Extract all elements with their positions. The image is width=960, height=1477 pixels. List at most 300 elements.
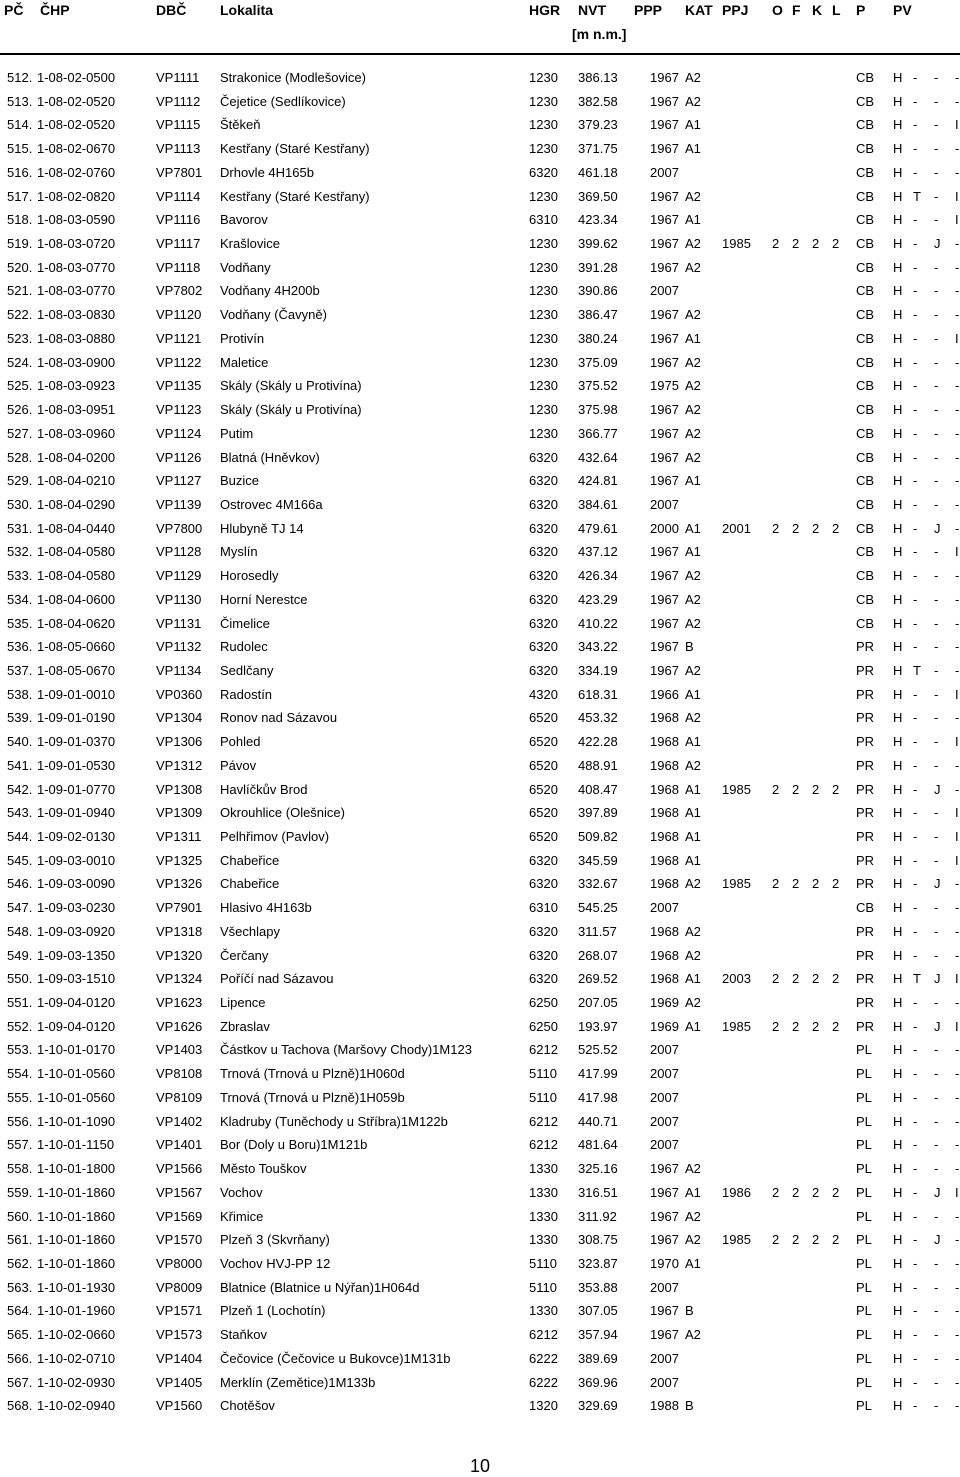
cell-hgr: 1230 [529,283,558,299]
cell-h: H [893,1042,903,1058]
cell-t: - [913,1066,918,1082]
cell-ppp: 1968 [650,947,679,963]
header-ppp: PPP [634,2,663,18]
cell-dbc: VP1402 [156,1113,203,1129]
cell-h: H [893,93,903,109]
table-row [0,967,960,991]
cell-chp: 1-10-01-1860 [37,1232,116,1248]
cell-nvt: 461.18 [578,164,618,180]
cell-nvt: 618.31 [578,686,618,702]
cell-nvt: 369.96 [578,1374,618,1390]
cell-p: CB [856,544,875,560]
cell-h: H [893,259,903,275]
cell-lok: Chabeřice [220,876,280,892]
cell-ppp: 2007 [650,1066,679,1082]
cell-num: 518. [7,212,33,228]
cell-p: PR [856,639,875,655]
table-row [0,113,960,137]
table-row [0,683,960,707]
cell-o: 2 [772,1184,780,1200]
cell-nvt: 345.59 [578,852,618,868]
cell-chp: 1-09-03-0090 [37,876,116,892]
cell-nvt: 437.12 [578,544,618,560]
cell-j: - [934,1089,939,1105]
cell-ppj: 1985 [722,781,751,797]
cell-dbc: VP1121 [156,330,202,346]
cell-num: 559. [7,1184,33,1200]
cell-kat: A2 [685,70,701,85]
table-header [0,0,960,52]
cell-ppp: 2007 [650,1350,679,1366]
cell-h: H [893,971,903,987]
cell-i: - [955,236,960,252]
cell-k: 2 [812,971,820,987]
cell-j: J [934,876,941,892]
cell-h: H [893,1161,903,1177]
cell-chp: 1-08-03-0951 [37,402,116,418]
cell-hgr: 1230 [529,330,558,346]
cell-dbc: VP1403 [156,1042,203,1058]
cell-kat: A1 [685,117,701,133]
cell-h: H [893,1303,903,1319]
cell-t: - [913,1113,918,1129]
cell-chp: 1-08-03-0923 [37,378,116,394]
cell-j: - [934,1303,939,1319]
cell-num: 514. [7,117,33,133]
cell-i: - [955,1137,960,1153]
cell-ppp: 1967 [650,402,679,418]
cell-chp: 1-10-01-1090 [37,1113,116,1129]
cell-h: H [893,876,903,892]
cell-kat: A2 [685,1327,701,1343]
cell-num: 519. [7,236,33,252]
cell-chp: 1-09-02-0130 [37,829,116,844]
cell-lok: Poříčí nad Sázavou [220,971,334,987]
cell-l: 2 [832,1232,840,1248]
cell-num: 555. [7,1089,33,1105]
cell-dbc: VP1130 [156,591,202,607]
cell-h: H [893,117,903,133]
cell-dbc: VP1308 [156,781,203,797]
cell-t: T [913,662,921,678]
cell-lok: Skály (Skály u Protivína) [220,402,362,418]
cell-k: 2 [812,1184,820,1200]
cell-chp: 1-08-04-0210 [37,473,116,489]
table-row [0,1276,960,1300]
cell-h: H [893,947,903,963]
cell-chp: 1-10-02-0660 [37,1327,116,1343]
cell-ppp: 1967 [650,1208,679,1224]
cell-j: - [934,307,939,323]
cell-nvt: 343.22 [578,639,618,655]
cell-t: - [913,781,918,797]
cell-num: 553. [7,1042,33,1058]
cell-j: - [934,496,939,512]
cell-j: - [934,1066,939,1082]
header-k: K [812,2,823,18]
cell-lok: Pohled [220,734,261,750]
cell-k: 2 [812,781,820,797]
cell-ppp: 1975 [650,378,679,394]
cell-ppp: 1968 [650,829,679,844]
cell-chp: 1-09-01-0770 [37,781,116,797]
cell-lok: Čečovice (Čečovice u Bukovce)1M131b [220,1350,451,1366]
cell-p: CB [856,568,875,584]
cell-ppp: 1967 [650,141,679,157]
cell-chp: 1-08-02-0520 [37,93,116,109]
cell-j: - [934,1113,939,1129]
cell-j: - [934,188,939,204]
cell-lok: Staňkov [220,1327,267,1343]
cell-nvt: 329.69 [578,1398,618,1414]
cell-lok: Maletice [220,354,269,370]
cell-hgr: 1230 [529,307,558,323]
table-row [0,232,960,256]
cell-k: 2 [812,1232,820,1248]
cell-t: - [913,734,918,750]
cell-nvt: 332.67 [578,876,618,892]
data-table [0,66,960,1418]
cell-nvt: 311.57 [578,923,617,939]
cell-h: H [893,1018,903,1034]
cell-h: H [893,1137,903,1153]
cell-kat: A2 [685,1208,701,1224]
cell-chp: 1-10-01-1860 [37,1184,116,1200]
cell-j: J [934,1232,941,1248]
cell-p: CB [856,378,875,394]
cell-h: H [893,1066,903,1082]
cell-num: 550. [7,971,33,987]
cell-p: CB [856,164,875,180]
cell-ppp: 1967 [650,1161,679,1177]
table-row [0,991,960,1015]
cell-nvt: 307.05 [578,1303,618,1319]
cell-t: - [913,496,918,512]
cell-t: - [913,117,918,133]
cell-i: - [955,1303,960,1319]
table-row [0,612,960,636]
cell-hgr: 6520 [529,734,558,750]
cell-dbc: VP7800 [156,520,203,536]
cell-chp: 1-08-04-0580 [37,544,116,560]
cell-hgr: 1330 [529,1161,558,1177]
cell-nvt: 481.64 [578,1137,618,1153]
cell-h: H [893,1255,903,1271]
cell-p: PL [856,1089,872,1105]
cell-lok: Vodňany (Čavyně) [220,307,327,323]
cell-i: I [955,852,959,868]
cell-h: H [893,1232,903,1248]
cell-h: H [893,473,903,489]
cell-kat: A2 [685,307,701,323]
cell-j: - [934,378,939,394]
cell-num: 528. [7,449,33,465]
cell-chp: 1-10-02-0930 [37,1374,116,1390]
cell-h: H [893,805,903,821]
cell-lok: Sedlčany [220,662,274,678]
cell-t: - [913,568,918,584]
cell-nvt: 422.28 [578,734,618,750]
cell-h: H [893,544,903,560]
table-row [0,279,960,303]
cell-chp: 1-09-03-0920 [37,923,116,939]
cell-chp: 1-10-01-0560 [37,1066,116,1082]
cell-i: - [955,781,960,797]
cell-lok: Čerčany [220,947,269,963]
cell-nvt: 308.75 [578,1232,618,1248]
cell-lok: Kestřany (Staré Kestřany) [220,188,370,204]
cell-p: CB [856,473,875,489]
cell-j: - [934,473,939,489]
cell-kat: A1 [685,520,701,536]
cell-t: - [913,852,918,868]
cell-chp: 1-09-04-0120 [37,995,116,1011]
cell-nvt: 417.98 [578,1089,618,1105]
cell-hgr: 6520 [529,829,558,844]
cell-nvt: 325.16 [578,1161,618,1177]
cell-t: - [913,1161,918,1177]
cell-dbc: VP1309 [156,805,203,821]
cell-hgr: 1230 [529,354,558,370]
cell-dbc: VP1320 [156,947,203,963]
cell-h: H [893,212,903,228]
cell-dbc: VP1128 [156,544,202,560]
cell-nvt: 423.29 [578,591,618,607]
cell-p: PR [856,876,875,892]
cell-i: - [955,402,960,418]
cell-kat: A2 [685,1232,701,1248]
cell-nvt: 375.52 [578,378,618,394]
cell-lok: Blatná (Hněvkov) [220,449,320,465]
cell-dbc: VP1120 [156,307,202,323]
cell-i: I [955,829,959,844]
cell-ppp: 1967 [650,639,679,655]
cell-h: H [893,425,903,441]
cell-hgr: 6320 [529,591,558,607]
cell-hgr: 6320 [529,520,558,536]
cell-j: - [934,662,939,678]
cell-ppp: 1968 [650,923,679,939]
cell-f: 2 [792,971,800,987]
cell-chp: 1-08-03-0960 [37,425,116,441]
cell-ppp: 1967 [650,568,679,584]
cell-chp: 1-08-04-0620 [37,615,116,631]
cell-hgr: 1230 [529,236,558,252]
cell-p: PL [856,1279,872,1295]
cell-chp: 1-10-01-1960 [37,1303,116,1319]
cell-kat: B [685,639,694,655]
cell-nvt: 386.13 [578,70,618,85]
cell-t: - [913,1042,918,1058]
cell-hgr: 6212 [529,1042,558,1058]
cell-o: 2 [772,781,780,797]
cell-dbc: VP1311 [156,829,202,844]
cell-kat: A2 [685,188,701,204]
cell-hgr: 6320 [529,544,558,560]
cell-dbc: VP1626 [156,1018,203,1034]
cell-l: 2 [832,520,840,536]
cell-ppp: 2007 [650,1089,679,1105]
table-row [0,540,960,564]
cell-p: CB [856,900,875,916]
cell-lok: Ostrovec 4M166a [220,496,323,512]
cell-j: - [934,1327,939,1343]
cell-j: - [934,449,939,465]
cell-chp: 1-08-02-0760 [37,164,116,180]
cell-i: - [955,1161,960,1177]
cell-j: - [934,686,939,702]
cell-p: PR [856,923,875,939]
cell-hgr: 6212 [529,1113,558,1129]
table-row [0,374,960,398]
header-f: F [792,2,801,18]
table-row [0,1157,960,1181]
cell-t: - [913,1255,918,1271]
cell-ppp: 1988 [650,1398,679,1414]
cell-j: - [934,591,939,607]
cell-p: PL [856,1350,872,1366]
cell-p: PL [856,1374,872,1390]
cell-lok: Plzeň 1 (Lochotín) [220,1303,326,1319]
cell-dbc: VP1560 [156,1398,203,1414]
cell-ppp: 1967 [650,307,679,323]
cell-nvt: 353.88 [578,1279,618,1295]
table-row [0,896,960,920]
cell-dbc: VP0360 [156,686,203,702]
cell-ppj: 2003 [722,971,751,987]
cell-chp: 1-10-01-1860 [37,1208,116,1224]
cell-ppp: 1967 [650,93,679,109]
cell-p: PL [856,1255,872,1271]
cell-p: PR [856,686,875,702]
cell-h: H [893,1374,903,1390]
cell-chp: 1-08-04-0290 [37,496,116,512]
cell-num: 536. [7,639,33,655]
cell-kat: A1 [685,971,701,987]
cell-chp: 1-09-03-0010 [37,852,116,868]
cell-chp: 1-08-04-0440 [37,520,116,536]
cell-p: CB [856,496,875,512]
cell-p: CB [856,212,875,228]
cell-hgr: 1330 [529,1208,558,1224]
cell-lok: Myslín [220,544,258,560]
cell-chp: 1-08-05-0660 [37,639,116,655]
cell-dbc: VP7901 [156,900,203,916]
cell-j: - [934,568,939,584]
cell-kat: A1 [685,734,701,750]
cell-kat: B [685,1303,694,1319]
cell-nvt: 384.61 [578,496,618,512]
cell-dbc: VP1325 [156,852,203,868]
cell-num: 535. [7,615,33,631]
cell-dbc: VP1573 [156,1327,203,1343]
cell-kat: A1 [685,805,701,821]
cell-j: - [934,1374,939,1390]
cell-ppp: 1969 [650,1018,679,1034]
cell-hgr: 6320 [529,496,558,512]
cell-j: - [934,923,939,939]
cell-ppp: 1968 [650,971,679,987]
cell-lok: Okrouhlice (Olešnice) [220,805,345,821]
cell-i: - [955,1232,960,1248]
cell-ppp: 1967 [650,473,679,489]
cell-i: I [955,1018,959,1034]
cell-num: 549. [7,947,33,963]
cell-ppj: 1985 [722,876,751,892]
cell-lok: Vochov [220,1184,263,1200]
table-row [0,1323,960,1347]
table-row [0,825,960,849]
cell-kat: A1 [685,1018,701,1034]
table-row [0,635,960,659]
cell-dbc: VP1569 [156,1208,203,1224]
cell-kat: A2 [685,259,701,275]
cell-nvt: 269.52 [578,971,618,987]
table-row [0,754,960,778]
cell-dbc: VP7802 [156,283,203,299]
cell-ppp: 2000 [650,520,679,536]
cell-chp: 1-08-02-0670 [37,141,116,157]
cell-nvt: 316.51 [578,1184,618,1200]
cell-h: H [893,1327,903,1343]
cell-hgr: 6520 [529,710,558,726]
cell-kat: A2 [685,402,701,418]
cell-j: - [934,425,939,441]
cell-p: PL [856,1042,872,1058]
cell-kat: A2 [685,947,701,963]
cell-nvt: 193.97 [578,1018,618,1034]
cell-ppp: 1967 [650,1232,679,1248]
cell-p: CB [856,402,875,418]
cell-num: 525. [7,378,33,394]
cell-nvt: 366.77 [578,425,618,441]
cell-num: 537. [7,662,33,678]
cell-i: - [955,164,960,180]
cell-nvt: 371.75 [578,141,618,157]
cell-l: 2 [832,236,840,252]
cell-chp: 1-08-03-0830 [37,307,116,323]
cell-hgr: 1230 [529,70,558,85]
cell-kat: A2 [685,93,701,109]
cell-lok: Město Touškov [220,1161,307,1177]
cell-i: - [955,900,960,916]
cell-nvt: 509.82 [578,829,618,844]
cell-j: - [934,710,939,726]
table-row [0,1299,960,1323]
cell-j: - [934,70,939,85]
cell-num: 532. [7,544,33,560]
cell-p: PR [856,1018,875,1034]
cell-p: PR [856,971,875,987]
cell-dbc: VP1623 [156,995,203,1011]
cell-dbc: VP1115 [156,117,201,133]
cell-dbc: VP1566 [156,1161,203,1177]
cell-h: H [893,307,903,323]
cell-nvt: 397.89 [578,805,618,821]
cell-ppp: 1967 [650,188,679,204]
cell-p: CB [856,70,875,85]
cell-j: - [934,1350,939,1366]
cell-kat: A2 [685,236,701,252]
cell-ppp: 1967 [650,425,679,441]
cell-nvt: 417.99 [578,1066,618,1082]
cell-lok: Hlasivo 4H163b [220,900,312,916]
table-row [0,778,960,802]
cell-h: H [893,236,903,252]
cell-chp: 1-10-01-1930 [37,1279,116,1295]
cell-h: H [893,1089,903,1105]
cell-h: H [893,1279,903,1295]
